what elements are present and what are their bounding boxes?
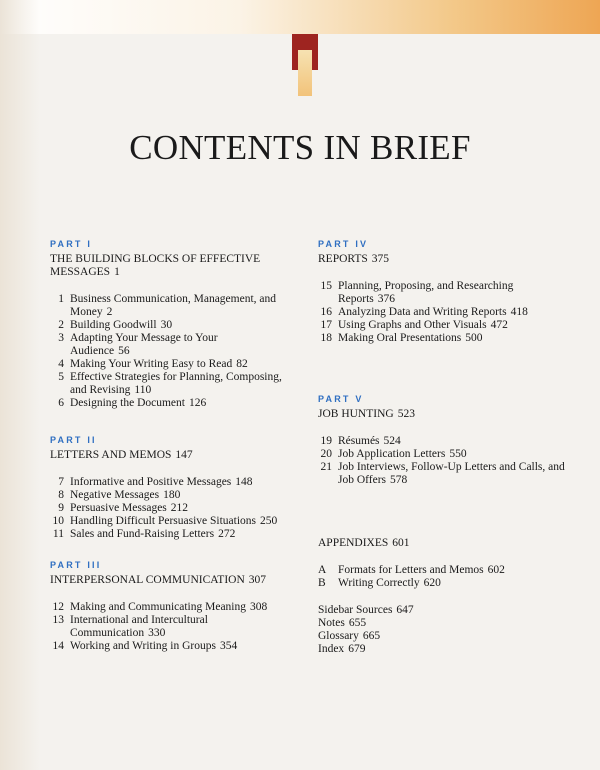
back-matter-page: 665	[362, 630, 381, 642]
appendix-page: 620	[423, 577, 441, 589]
part-2-section	[50, 434, 300, 541]
back-matter-page: 647	[396, 604, 414, 616]
chapter-title: Résumés	[338, 435, 380, 447]
part-title-text: INTERPERSONAL COMMUNICATION	[50, 574, 245, 586]
right-column	[318, 238, 568, 656]
chapter-title: Making and Communicating Meaning	[70, 601, 246, 613]
appendix-page: 602	[487, 564, 505, 576]
chapter-entry	[50, 332, 255, 358]
chapter-number: 20	[320, 448, 332, 460]
chapter-number: 13	[52, 614, 64, 626]
chapter-entry	[50, 640, 300, 653]
chapter-entry	[50, 502, 300, 515]
part-page: 375	[371, 253, 390, 265]
chapter-page: 82	[236, 358, 248, 370]
bookmark-cream-strip	[298, 50, 312, 96]
appendixes-page: 601	[392, 537, 410, 549]
back-matter-entry	[318, 630, 568, 643]
part-5-section	[318, 393, 568, 487]
chapter-page: 550	[449, 448, 467, 460]
chapter-number: 6	[58, 397, 64, 409]
chapter-page: 272	[218, 528, 236, 540]
chapter-page: 354	[219, 640, 238, 652]
part-page: 1	[114, 266, 120, 278]
appendix-letter: B	[318, 577, 326, 589]
chapter-number: 14	[52, 640, 64, 652]
chapter-number: 2	[58, 319, 64, 331]
part-title	[318, 253, 568, 266]
decorative-bookmark	[292, 34, 318, 96]
chapter-page: 524	[383, 435, 401, 447]
chapter-entry	[50, 601, 300, 614]
chapter-title: Sales and Fund-Raising Letters	[70, 528, 215, 540]
chapter-title: Effective Strategies for Planning, Composing, and Revising	[70, 371, 282, 396]
appendixes-title-text: APPENDIXES	[318, 537, 389, 549]
part-title-text: REPORTS	[318, 253, 368, 265]
chapter-number: 1	[58, 293, 64, 305]
chapter-page: 376	[377, 293, 396, 305]
chapter-page: 148	[235, 476, 253, 488]
chapter-page: 330	[148, 627, 166, 639]
part-title	[318, 408, 568, 421]
chapter-number: 19	[320, 435, 332, 447]
part-1-section	[50, 238, 300, 410]
chapter-entry	[50, 319, 300, 332]
appendix-title: Writing Correctly	[338, 577, 420, 589]
chapter-number: 16	[320, 306, 332, 318]
chapter-page: 500	[465, 332, 483, 344]
chapter-entry	[50, 371, 300, 397]
chapter-entry	[50, 397, 300, 410]
chapter-number: 12	[52, 601, 64, 613]
chapter-title: Building Goodwill	[70, 319, 157, 331]
chapter-page: 472	[490, 319, 508, 331]
chapter-title: Handling Difficult Persuasive Situations	[70, 515, 257, 527]
part-title-text: JOB HUNTING	[318, 408, 394, 420]
chapter-entry	[318, 461, 568, 487]
chapter-entry	[50, 515, 300, 528]
chapter-entry	[318, 435, 568, 448]
chapter-title: Business Communication, Management, and Money	[70, 293, 277, 318]
chapter-title: Working and Writing in Groups	[70, 640, 216, 652]
chapter-title: Planning, Proposing, and Researching Reports	[338, 280, 514, 305]
back-matter-page: 679	[348, 643, 366, 655]
chapter-entry	[318, 448, 568, 461]
chapter-page: 250	[260, 515, 278, 527]
appendix-entry	[318, 564, 568, 577]
back-matter-entry	[318, 604, 568, 617]
chapter-number: 21	[320, 461, 332, 473]
chapter-entry	[50, 489, 300, 502]
back-matter-entry	[318, 643, 568, 656]
appendixes-title	[318, 537, 568, 550]
back-matter-title: Notes	[318, 617, 345, 629]
chapter-title: Making Your Writing Easy to Read	[70, 358, 233, 370]
chapter-page: 2	[106, 306, 113, 318]
appendix-letter: A	[318, 564, 327, 576]
chapter-page: 578	[390, 474, 408, 486]
part-label: PART II	[50, 435, 97, 445]
chapter-number: 18	[320, 332, 332, 344]
chapter-number: 17	[320, 319, 332, 331]
part-label: PART III	[50, 560, 102, 570]
chapter-page: 308	[250, 601, 268, 613]
top-color-band	[0, 0, 600, 34]
chapter-title: Job Interviews, Follow-Up Letters and Calls, and Job Offers	[338, 461, 565, 486]
left-column	[50, 238, 300, 667]
chapter-page: 126	[188, 397, 207, 409]
part-3-section	[50, 559, 300, 653]
back-matter-entry	[318, 617, 568, 630]
chapter-entry	[50, 476, 300, 489]
chapter-page: 110	[134, 384, 152, 396]
chapter-entry	[50, 614, 255, 640]
appendix-title: Formats for Letters and Memos	[338, 564, 484, 576]
chapter-title: Adapting Your Message to Your Audience	[70, 332, 218, 357]
part-4-section	[318, 238, 568, 345]
back-matter-title: Glossary	[318, 630, 359, 642]
part-title	[50, 574, 300, 587]
chapter-number: 11	[52, 528, 64, 540]
chapter-number: 8	[58, 489, 64, 501]
chapter-title: Informative and Positive Messages	[70, 476, 232, 488]
chapter-entry	[318, 319, 568, 332]
chapter-entry	[318, 306, 568, 319]
back-matter-page: 655	[348, 617, 367, 629]
chapter-entry	[318, 332, 568, 345]
chapter-page: 418	[510, 306, 528, 318]
chapter-page: 56	[118, 345, 130, 357]
part-title	[50, 253, 280, 279]
chapter-number: 4	[58, 358, 64, 370]
chapter-number: 15	[320, 280, 332, 292]
appendixes-section	[318, 537, 568, 590]
chapter-title: Designing the Document	[70, 397, 185, 409]
chapter-page: 30	[160, 319, 173, 331]
chapter-title: International and Intercultural Communication	[70, 614, 208, 639]
appendix-entry	[318, 577, 568, 590]
chapter-title: Making Oral Presentations	[338, 332, 462, 344]
back-matter-list	[318, 604, 568, 656]
chapter-page: 212	[170, 502, 189, 514]
chapter-title: Negative Messages	[70, 489, 160, 501]
chapter-entry	[50, 293, 300, 319]
chapter-page: 180	[163, 489, 181, 501]
part-page: 523	[397, 408, 415, 420]
chapter-title: Analyzing Data and Writing Reports	[338, 306, 507, 318]
chapter-number: 5	[58, 371, 64, 383]
chapter-number: 10	[52, 515, 64, 527]
chapter-title: Using Graphs and Other Visuals	[338, 319, 487, 331]
chapter-number: 9	[58, 502, 64, 514]
part-label: PART V	[318, 394, 364, 404]
page-edge-shading	[0, 0, 40, 770]
chapter-entry	[318, 280, 563, 306]
chapter-number: 7	[58, 476, 64, 488]
back-matter-title: Sidebar Sources	[318, 604, 393, 616]
part-title	[50, 449, 300, 462]
chapter-title: Job Application Letters	[338, 448, 446, 460]
chapter-entry	[50, 528, 300, 541]
back-matter-title: Index	[318, 643, 345, 655]
part-title-text: THE BUILDING BLOCKS OF EFFECTIVE MESSAGES	[50, 253, 261, 278]
chapter-title: Persuasive Messages	[70, 502, 167, 514]
part-page: 307	[248, 574, 267, 586]
part-title-text: LETTERS AND MEMOS	[50, 449, 172, 461]
chapter-entry	[50, 358, 300, 371]
part-label: PART I	[50, 239, 93, 249]
chapter-number: 3	[58, 332, 64, 344]
part-label: PART IV	[318, 239, 369, 249]
part-page: 147	[175, 449, 193, 461]
page-title: CONTENTS IN BRIEF	[129, 128, 471, 167]
